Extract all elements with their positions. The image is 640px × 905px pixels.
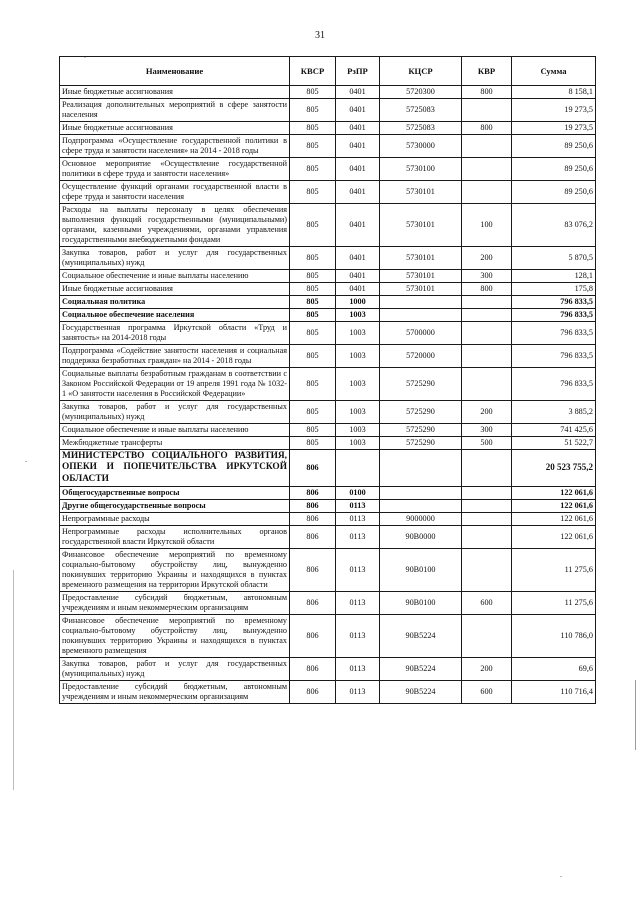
gutter-line [13, 570, 14, 790]
cell-kvsr: 805 [290, 283, 336, 296]
scan-mark-margin: . [25, 455, 27, 464]
header-name: Наименование [60, 57, 290, 86]
cell-kvr [462, 512, 512, 525]
cell-name: Закупка товаров, работ и услуг для государственных (муниципальных) нужд [60, 247, 290, 270]
cell-kcsr: 5725290 [380, 401, 462, 424]
cell-kvr: 100 [462, 204, 512, 247]
table-row [60, 283, 596, 296]
cell-kcsr: 5720000 [380, 345, 462, 368]
cell-kvr: 500 [462, 437, 512, 450]
cell-rzpr: 0113 [336, 525, 380, 548]
cell-rzpr: 0401 [336, 270, 380, 283]
table-row [60, 657, 596, 680]
cell-name: Государственная программа Иркутской области «Труд и занятость» на 2014-2018 годы [60, 322, 290, 345]
cell-sum: 110 786,0 [512, 614, 596, 657]
cell-kvsr: 805 [290, 99, 336, 122]
cell-rzpr: 0401 [336, 158, 380, 181]
cell-kvsr: 805 [290, 368, 336, 401]
cell-kcsr: 5700000 [380, 322, 462, 345]
cell-rzpr: 0113 [336, 680, 380, 703]
cell-kcsr: 90В0100 [380, 548, 462, 591]
scan-mark-bottom: . [560, 870, 562, 879]
cell-kvr [462, 99, 512, 122]
cell-kvsr: 805 [290, 158, 336, 181]
cell-kvsr: 806 [290, 548, 336, 591]
cell-kcsr: 5725083 [380, 99, 462, 122]
cell-kvsr: 805 [290, 322, 336, 345]
cell-rzpr: 0113 [336, 591, 380, 614]
cell-sum: 3 885,2 [512, 401, 596, 424]
cell-sum: 89 250,6 [512, 181, 596, 204]
cell-sum: 796 833,5 [512, 296, 596, 309]
cell-name: Предоставление субсидий бюджетным, автономным учреждениям и иным некоммерческим организациям [60, 591, 290, 614]
cell-name: Социальная политика [60, 296, 290, 309]
scan-mark-top: , [84, 50, 86, 59]
cell-kvsr: 806 [290, 591, 336, 614]
cell-kcsr: 90В5224 [380, 614, 462, 657]
cell-sum: 19 273,5 [512, 122, 596, 135]
cell-kvr: 200 [462, 401, 512, 424]
cell-kvr: 200 [462, 657, 512, 680]
budget-table [59, 56, 596, 704]
header-rzpr: РзПР [336, 57, 380, 86]
cell-rzpr: 0401 [336, 181, 380, 204]
cell-sum: 175,8 [512, 283, 596, 296]
cell-kvr [462, 368, 512, 401]
cell-kcsr: 5725290 [380, 437, 462, 450]
cell-rzpr: 1003 [336, 437, 380, 450]
cell-name: Подпрограмма «Осуществление государственной политики в сфере труда и занятости населения» на 2014 - 2018 годы [60, 135, 290, 158]
cell-name: Иные бюджетные ассигнования [60, 86, 290, 99]
cell-kvr [462, 296, 512, 309]
cell-name: Социальное обеспечение и иные выплаты населению [60, 270, 290, 283]
table-row [60, 204, 596, 247]
cell-name: Непрограммные расходы исполнительных органов государственной власти Иркутской области [60, 525, 290, 548]
cell-kcsr: 90В0000 [380, 525, 462, 548]
table-body [60, 86, 596, 704]
cell-kvsr: 805 [290, 424, 336, 437]
cell-rzpr: 0401 [336, 204, 380, 247]
cell-kcsr: 90В5224 [380, 657, 462, 680]
cell-kvsr: 805 [290, 181, 336, 204]
table-row [60, 247, 596, 270]
cell-sum: 5 870,5 [512, 247, 596, 270]
header-sum: Сумма [512, 57, 596, 86]
cell-kvr [462, 614, 512, 657]
cell-rzpr: 0401 [336, 99, 380, 122]
table-row [60, 368, 596, 401]
cell-kvsr: 806 [290, 525, 336, 548]
cell-name: Межбюджетные трансферты [60, 437, 290, 450]
cell-kvr [462, 181, 512, 204]
cell-kvsr: 805 [290, 401, 336, 424]
table-row [60, 345, 596, 368]
cell-sum: 122 061,6 [512, 486, 596, 499]
cell-name: Общегосударственные вопросы [60, 486, 290, 499]
cell-kvr: 800 [462, 122, 512, 135]
cell-rzpr: 1003 [336, 424, 380, 437]
cell-kcsr [380, 450, 462, 487]
table-row [60, 525, 596, 548]
cell-kvsr: 805 [290, 204, 336, 247]
cell-rzpr: 0113 [336, 499, 380, 512]
table-row [60, 122, 596, 135]
cell-kvsr: 805 [290, 270, 336, 283]
table-row [60, 309, 596, 322]
table-row [60, 512, 596, 525]
table-row [60, 450, 596, 487]
cell-name: Предоставление субсидий бюджетным, автономным учреждениям и иным некоммерческим организациям [60, 680, 290, 703]
cell-sum: 796 833,5 [512, 345, 596, 368]
cell-name: Социальные выплаты безработным гражданам в соответствии с Законом Российской Федерации от 19 апреля 1991 года № 1032-1 «О занятости населения в Российской Федерации» [60, 368, 290, 401]
table-row [60, 296, 596, 309]
cell-kvr [462, 345, 512, 368]
cell-sum: 83 076,2 [512, 204, 596, 247]
cell-kvsr: 805 [290, 86, 336, 99]
header-kvsr: КВСР [290, 57, 336, 86]
cell-kvsr: 806 [290, 614, 336, 657]
cell-name: Реализация дополнительных мероприятий в сфере занятости населения [60, 99, 290, 122]
cell-sum: 796 833,5 [512, 322, 596, 345]
cell-name: Иные бюджетные ассигнования [60, 283, 290, 296]
cell-name: Основное мероприятие «Осуществление государственной политики в сфере труда и занятости населения» [60, 158, 290, 181]
cell-name: Социальное обеспечение населения [60, 309, 290, 322]
cell-sum: 11 275,6 [512, 548, 596, 591]
cell-name: Финансовое обеспечение мероприятий по временному социально-бытовому обустройству лиц, вынужденно покинувших территорию Украины и находящихся в пунктах временного размещения на территории Иркутской области [60, 548, 290, 591]
table-row [60, 486, 596, 499]
cell-kcsr: 5730101 [380, 204, 462, 247]
cell-kvsr: 805 [290, 309, 336, 322]
cell-rzpr: 0401 [336, 283, 380, 296]
header-kcsr: КЦСР [380, 57, 462, 86]
cell-kcsr: 9000000 [380, 512, 462, 525]
cell-kcsr: 5730101 [380, 247, 462, 270]
cell-sum: 110 716,4 [512, 680, 596, 703]
cell-kvr: 600 [462, 591, 512, 614]
cell-kcsr: 5730101 [380, 181, 462, 204]
cell-rzpr: 1003 [336, 368, 380, 401]
cell-sum: 20 523 755,2 [512, 450, 596, 487]
cell-name: Непрограммные расходы [60, 512, 290, 525]
cell-kcsr: 5730000 [380, 135, 462, 158]
table-row [60, 181, 596, 204]
cell-kcsr: 5725290 [380, 368, 462, 401]
cell-name: Осуществление функций органами государственной власти в сфере труда и занятости населения [60, 181, 290, 204]
cell-kvr: 600 [462, 680, 512, 703]
table-row [60, 86, 596, 99]
cell-rzpr: 0100 [336, 486, 380, 499]
cell-kvsr: 806 [290, 657, 336, 680]
table-row [60, 548, 596, 591]
header-kvr: КВР [462, 57, 512, 86]
cell-rzpr [336, 450, 380, 487]
cell-rzpr: 0401 [336, 135, 380, 158]
cell-sum: 128,1 [512, 270, 596, 283]
cell-kvsr: 805 [290, 247, 336, 270]
table-row [60, 591, 596, 614]
table-row [60, 437, 596, 450]
cell-rzpr: 0113 [336, 657, 380, 680]
cell-rzpr: 0401 [336, 122, 380, 135]
cell-kcsr: 5730101 [380, 270, 462, 283]
cell-kvr [462, 158, 512, 181]
cell-kvsr: 806 [290, 450, 336, 487]
cell-kvr: 800 [462, 283, 512, 296]
cell-rzpr: 0401 [336, 247, 380, 270]
cell-rzpr: 0113 [336, 512, 380, 525]
table-row [60, 401, 596, 424]
cell-kcsr: 5730100 [380, 158, 462, 181]
cell-kvr: 200 [462, 247, 512, 270]
cell-name: Иные бюджетные ассигнования [60, 122, 290, 135]
cell-kvsr: 805 [290, 135, 336, 158]
cell-kvsr: 806 [290, 512, 336, 525]
cell-kvr [462, 499, 512, 512]
cell-name: Закупка товаров, работ и услуг для государственных (муниципальных) нужд [60, 401, 290, 424]
cell-sum: 89 250,6 [512, 135, 596, 158]
cell-kcsr [380, 296, 462, 309]
cell-kvsr: 805 [290, 296, 336, 309]
page-number: 31 [315, 30, 325, 41]
cell-kvr [462, 548, 512, 591]
cell-kvr [462, 525, 512, 548]
cell-sum: 89 250,6 [512, 158, 596, 181]
table-row [60, 614, 596, 657]
cell-sum: 69,6 [512, 657, 596, 680]
cell-kvr [462, 450, 512, 487]
table-row [60, 270, 596, 283]
cell-name: МИНИСТЕРСТВО СОЦИАЛЬНОГО РАЗВИТИЯ, ОПЕКИ И ПОПЕЧИТЕЛЬСТВА ИРКУТСКОЙ ОБЛАСТИ [60, 450, 290, 487]
cell-kcsr: 5725083 [380, 122, 462, 135]
cell-kcsr [380, 486, 462, 499]
cell-kcsr: 5720300 [380, 86, 462, 99]
cell-kcsr [380, 309, 462, 322]
cell-sum: 8 158,1 [512, 86, 596, 99]
cell-sum: 122 061,6 [512, 525, 596, 548]
table-row [60, 135, 596, 158]
cell-kvsr: 806 [290, 680, 336, 703]
cell-kcsr: 5730101 [380, 283, 462, 296]
cell-name: Финансовое обеспечение мероприятий по временному социально-бытовому обустройству лиц, вынужденно покинувших территорию Украины и находящихся в пунктах временного размещения [60, 614, 290, 657]
cell-rzpr: 1003 [336, 345, 380, 368]
cell-rzpr: 1000 [336, 296, 380, 309]
cell-kvsr: 805 [290, 345, 336, 368]
cell-rzpr: 1003 [336, 309, 380, 322]
cell-kcsr [380, 499, 462, 512]
scan-artifact-line [635, 680, 636, 750]
cell-kcsr: 90В0100 [380, 591, 462, 614]
cell-kvr [462, 135, 512, 158]
cell-name: Другие общегосударственные вопросы [60, 499, 290, 512]
cell-name: Социальное обеспечение и иные выплаты населению [60, 424, 290, 437]
cell-kvsr: 806 [290, 486, 336, 499]
table-row [60, 424, 596, 437]
cell-kvsr: 806 [290, 499, 336, 512]
cell-kvr [462, 486, 512, 499]
cell-kvr: 300 [462, 270, 512, 283]
table-row [60, 499, 596, 512]
cell-name: Подпрограмма «Содействие занятости населения и социальная поддержка безработных граждан» на 2014 - 2018 годы [60, 345, 290, 368]
cell-sum: 796 833,5 [512, 309, 596, 322]
cell-rzpr: 1003 [336, 401, 380, 424]
cell-sum: 122 061,6 [512, 499, 596, 512]
cell-sum: 796 833,5 [512, 368, 596, 401]
cell-name: Закупка товаров, работ и услуг для государственных (муниципальных) нужд [60, 657, 290, 680]
cell-sum: 122 061,6 [512, 512, 596, 525]
table-row [60, 680, 596, 703]
cell-kvr: 800 [462, 86, 512, 99]
cell-rzpr: 0113 [336, 548, 380, 591]
cell-rzpr: 0113 [336, 614, 380, 657]
table-row [60, 322, 596, 345]
cell-kvsr: 805 [290, 437, 336, 450]
cell-rzpr: 1003 [336, 322, 380, 345]
cell-kcsr: 90В5224 [380, 680, 462, 703]
cell-kvr [462, 309, 512, 322]
cell-name: Расходы на выплаты персоналу в целях обеспечения выполнения функций государственными (муниципальными) органами, казенными учреждениями, органами управления государственными внебюджетными фондами [60, 204, 290, 247]
cell-kvsr: 805 [290, 122, 336, 135]
table-header-row [60, 57, 596, 86]
cell-rzpr: 0401 [336, 86, 380, 99]
cell-sum: 19 273,5 [512, 99, 596, 122]
cell-kvr [462, 322, 512, 345]
cell-kvr: 300 [462, 424, 512, 437]
cell-sum: 51 522,7 [512, 437, 596, 450]
cell-sum: 741 425,6 [512, 424, 596, 437]
table-row [60, 99, 596, 122]
cell-kcsr: 5725290 [380, 424, 462, 437]
cell-sum: 11 275,6 [512, 591, 596, 614]
table-row [60, 158, 596, 181]
